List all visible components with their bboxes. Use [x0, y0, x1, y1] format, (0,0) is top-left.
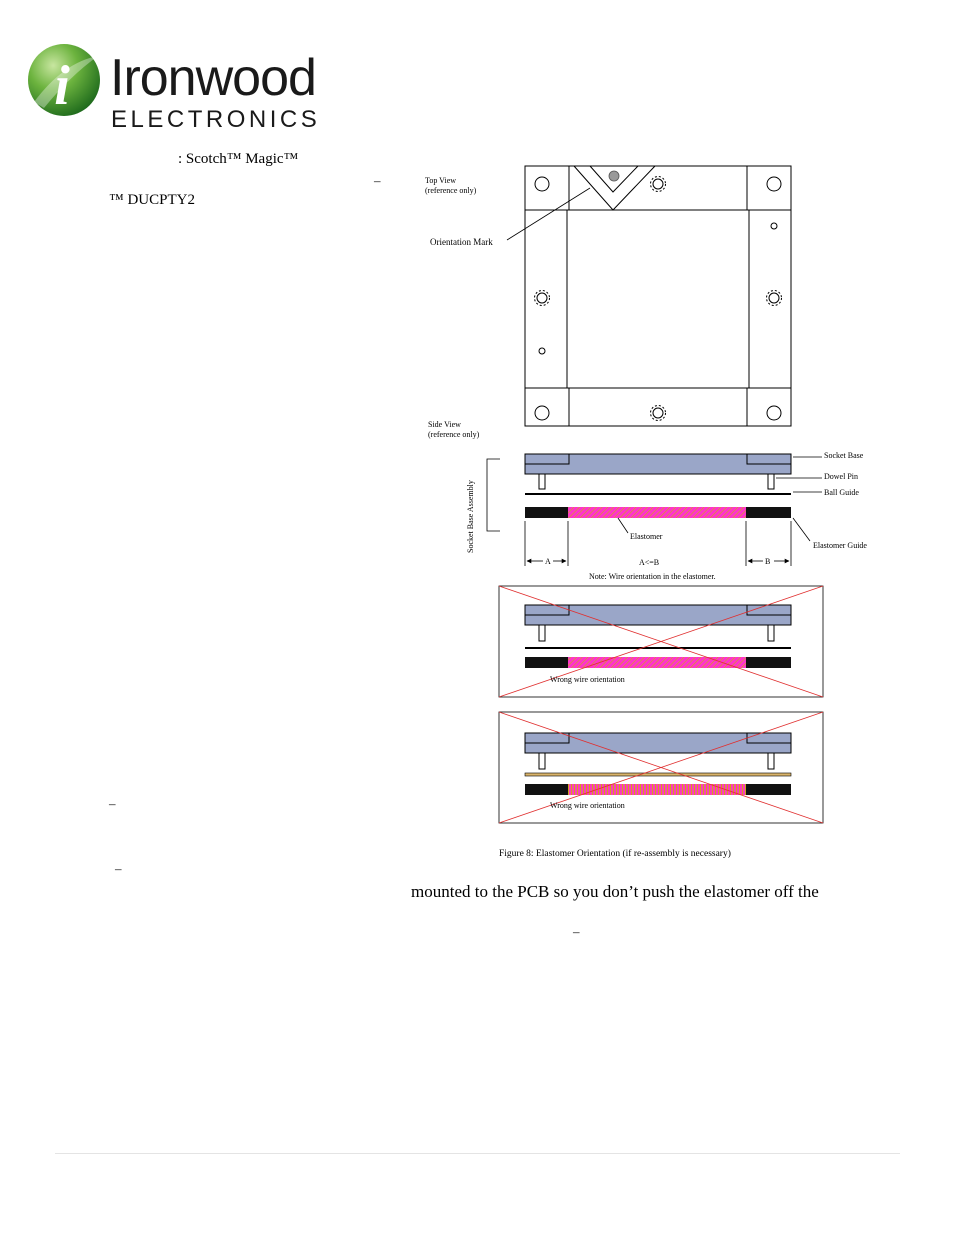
logo-wordmark: Ironwood — [110, 49, 316, 107]
elastomer-guide-label: Elastomer Guide — [813, 541, 867, 550]
orientation-mark-label: Orientation Mark — [430, 237, 493, 247]
logo-letter: i — [54, 55, 70, 117]
elastomer-label: Elastomer — [630, 532, 663, 541]
footer-divider — [55, 1153, 900, 1154]
figure-caption: Figure 8: Elastomer Orientation (if re-assembly is necessary) — [499, 849, 731, 859]
dim-a-label: A — [545, 557, 551, 566]
assembly-label: Socket Base Assembly — [466, 480, 475, 553]
logo-subtitle: ELECTRONICS — [111, 106, 321, 133]
side-view-drawing — [525, 454, 791, 518]
dash-top: – — [374, 173, 381, 188]
product-line: ™ DUCPTY2 — [109, 192, 195, 208]
top-view-label: Top View — [425, 176, 457, 185]
dash-3: – — [573, 924, 580, 939]
mounted-line: mounted to the PCB so you don’t push the elastomer off the — [411, 882, 819, 901]
dowel-pin-label: Dowel Pin — [824, 472, 858, 481]
wrong-orientation-2 — [499, 712, 823, 823]
ball-guide-label: Ball Guide — [824, 488, 859, 497]
tape-line: : Scotch™ Magic™ — [178, 151, 299, 167]
side-view-label: Side View — [428, 420, 461, 429]
orientation-mark-dot — [609, 171, 619, 181]
dim-relation-label: A<=B — [639, 558, 660, 567]
wrong-orientation-1 — [499, 586, 823, 697]
top-view-ref: (reference only) — [425, 186, 477, 195]
assembly-bracket — [487, 459, 500, 531]
dash-2: – — [115, 861, 122, 876]
top-view-drawing — [525, 166, 791, 426]
dash-1: – — [109, 796, 116, 811]
dim-b-label: B — [765, 557, 771, 566]
wire-note: Note: Wire orientation in the elastomer. — [589, 572, 716, 581]
wrong-orientation-2-label: Wrong wire orientation — [550, 801, 625, 810]
socket-base-label: Socket Base — [824, 451, 864, 460]
side-view-ref: (reference only) — [428, 430, 480, 439]
wrong-orientation-1-label: Wrong wire orientation — [550, 675, 625, 684]
